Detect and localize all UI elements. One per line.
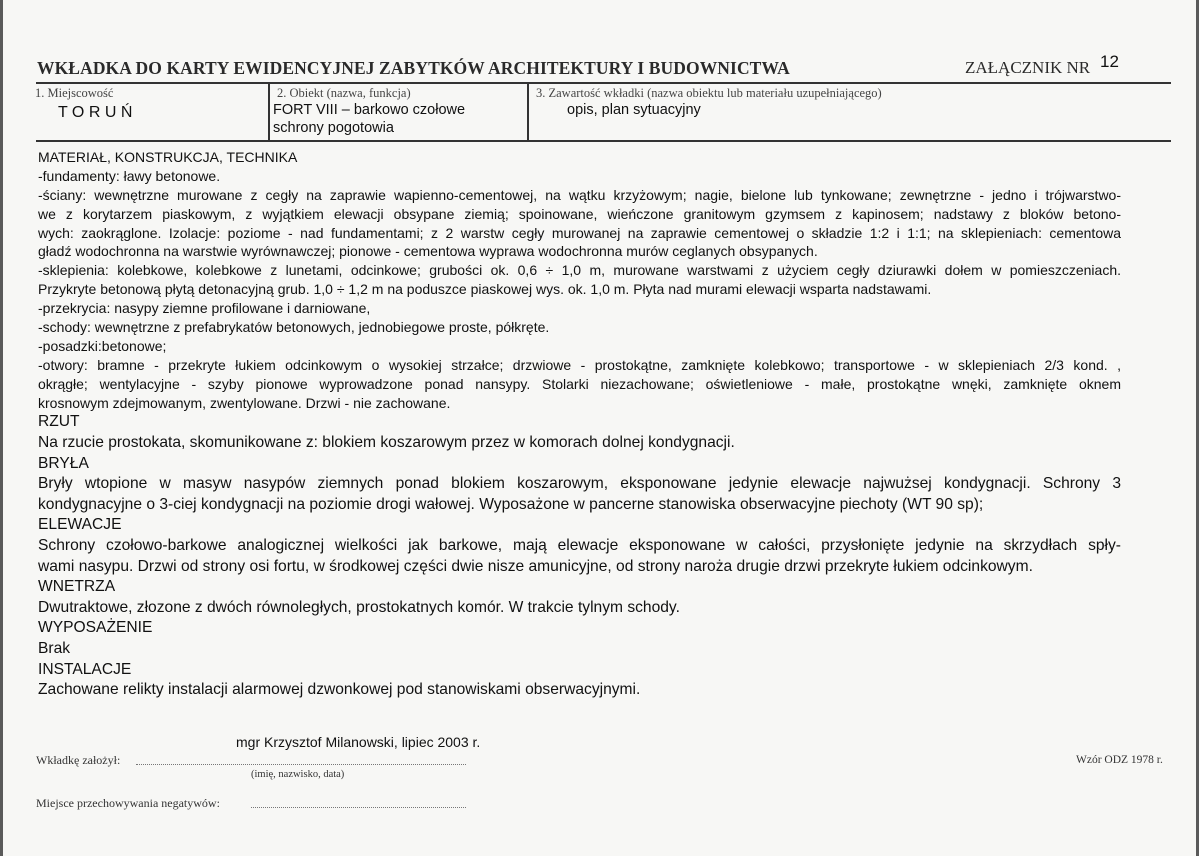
divider: [268, 84, 270, 141]
text-line: -sklepienia: kolebkowe, kolebkowe z lunetami, odcinkowe; grubości ok. 0,6 ÷ 1,0 m, murowane warstwami z użyciem cegły dziurawki dołem w pomieszczeniach.: [38, 262, 1121, 279]
text-line: gładź wodochronna na warstwie wyrównawczej; pionowe - cementowa wyprawa wodochronna murów ceglanych obsypanych.: [38, 243, 818, 260]
section-heading: INSTALACJE: [38, 660, 132, 678]
content-value: opis, plan sytuacyjny: [567, 102, 701, 118]
text-line: Dwutraktowe, złozone z dwóch równoległych, prostokatnych komór. W trakcie tylnym schody.: [38, 598, 680, 616]
divider: [527, 84, 529, 141]
text-line: Schrony czołowo-barkowe analogicznej wielkości jak barkowe, mają elewacje eksponowane w całości, przysłonięte jedynie na skrzydłach spły-: [38, 537, 1121, 555]
section-heading: ELEWACJE: [38, 516, 122, 534]
annex-number: 12: [1100, 52, 1119, 71]
description-body: [38, 148, 1121, 701]
text-line: -posadzki:betonowe;: [38, 337, 167, 354]
text-line: okrągłe; wentylacyjne - szyby pionowe wyprowadzone ponad nansypy. Stolarki niezachowane; oświetleniowe - małe, prostokątne wnęki, zamknięte oknem: [38, 375, 1121, 392]
text-line: Na rzucie prostokata, skomunikowane z: blokiem koszarowym przez w komorach dolnej kondygnacji.: [38, 434, 735, 452]
section-heading: WNETRZA: [38, 578, 116, 596]
content-label: 3. Zawartość wkładki (nazwa obiektu lub materiału uzupełniającego): [536, 86, 882, 100]
object-value-line-2: schrony pogotowia: [273, 120, 394, 136]
author-value: mgr Krzysztof Milanowski, lipiec 2003 r.: [236, 734, 481, 750]
author-hint: (imię, nazwisko, data): [251, 769, 345, 780]
object-value-line-1: FORT VIII – barkowo czołowe: [273, 102, 466, 118]
text-line: wych: zaokrąglone. Izolacje: poziome - nad fundamentami; z 2 warstw cegły murowanej na zaprawie cementowej o składzie 1:2 i 1:1; na sklepieniach: cementowa: [38, 224, 1121, 241]
text-line: -fundamenty: ławy betonowe.: [38, 167, 221, 184]
annex-label: ZAŁĄCZNIK NR: [965, 58, 1091, 77]
negatives-dotted-line: [251, 807, 466, 808]
place-value: T O R U Ń: [58, 104, 133, 121]
document-title: WKŁADKA DO KARTY EWIDENCYJNEJ ZABYTKÓW ARCHITEKTURY I BUDOWNICTWA: [37, 58, 790, 78]
text-line: -otwory: bramne - przekryte łukiem odcinkowym o wysokiej strzałce; drzwiowe - prostokątne, zamknięte kolebkowo; transportowe - w sklepieniach 2/3 kond. ,: [38, 356, 1121, 373]
author-dotted-line: [136, 764, 466, 765]
text-line: -ściany: wewnętrzne murowane z cegły na zaprawie wapienno-cementowej, na wątku krzyżowym; nagie, bielone lub tynkowane; zewnętrzne - jedno i trójwarstwo-: [38, 186, 1121, 203]
text-line: we z korytarzem piaskowym, z wyjątkiem elewacji obsypane ziemią; spoinowane, wieńczone granitowym gzymsem z kapinosem; nadstawy z bloków betono-: [38, 205, 1121, 222]
author-label: Wkładkę założył:: [36, 753, 121, 767]
text-line: -schody: wewnętrzne z prefabrykatów betonowych, jednobiegowe proste, półkręte.: [38, 319, 550, 336]
text-line: wami nasypu. Drzwi od strony osi fortu, w środkowej części dwie nisze amunicyjne, od strony naroża drugie drzwi przekryte łukiem odcinkowym.: [38, 557, 1033, 575]
text-line: Bryły wtopione w masyw nasypów ziemnych ponad blokiem koszarowym, eksponowane jedynie elewacje najwużsej kondygnacji. Schrony 3: [38, 475, 1121, 493]
section-heading: WYPOSAŻENIE: [38, 619, 153, 637]
place-label: 1. Miejscowość: [35, 86, 114, 100]
divider: [36, 82, 1171, 84]
form-version: Wzór ODZ 1978 r.: [1076, 754, 1163, 766]
text-line: Zachowane relikty instalacji alarmowej dzwonkowej pod stanowiskami obserwacyjnymi.: [38, 681, 641, 699]
text-line: krosnowym zdejmowanym, zwentylowane. Drzwi - nie zachowane.: [38, 394, 451, 411]
divider: [36, 140, 1171, 142]
document-page: [3, 0, 1196, 856]
negatives-label: Miejsce przechowywania negatywów:: [36, 796, 220, 810]
section-heading: RZUT: [38, 413, 80, 431]
object-label: 2. Obiekt (nazwa, funkcja): [277, 86, 411, 100]
text-line: kondygnacyjne o 3-ciej kondygnacji na poziomie drogi wałowej. Wyposażone w pancerne stanowiska obserwacyjne piechoty (WT 90 sp);: [38, 495, 984, 513]
text-line: Przykryte betonową płytą detonacyjną grub. 1,0 ÷ 1,2 m na poduszce piaskowej wys. ok. 1,0 m. Płyta nad murami elewacji wsparta nadstawami.: [38, 281, 932, 298]
text-line: Brak: [38, 640, 71, 657]
section-heading: MATERIAŁ, KONSTRUKCJA, TECHNIKA: [38, 149, 298, 165]
section-heading: BRYŁA: [38, 454, 89, 472]
text-line: -przekrycia: nasypy ziemne profilowane i darniowane,: [38, 300, 371, 317]
